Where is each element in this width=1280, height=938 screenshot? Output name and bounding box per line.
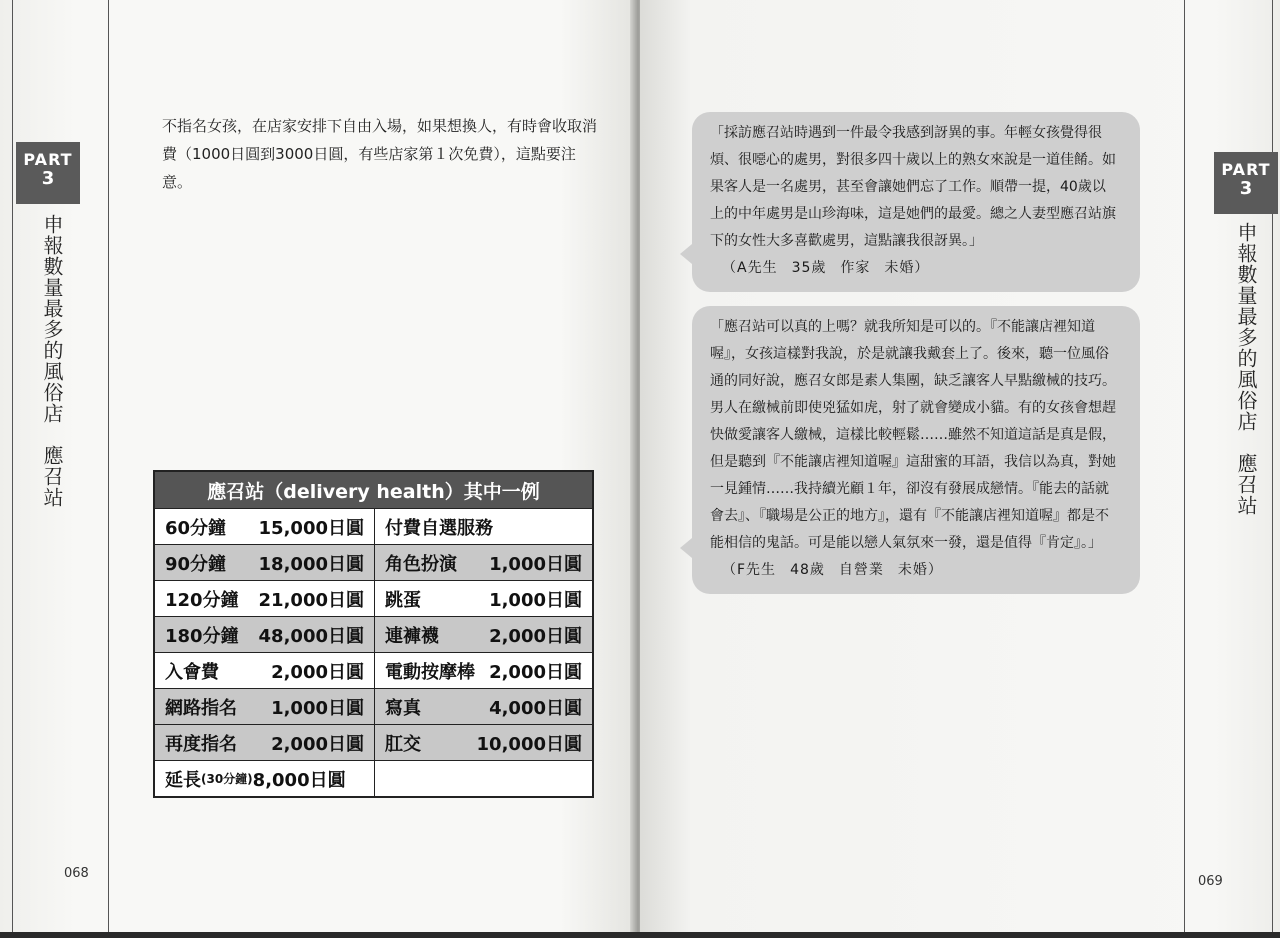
attribution-part: 35歲 [791,260,827,276]
price-item-name: 跳蛋 [385,589,421,611]
price-item-name: 電動按摩棒 [385,661,475,683]
attribution-part: 自營業 [838,562,884,578]
page-number: 068 [64,866,89,881]
price-item-name: 120分鐘 [165,589,239,611]
price-item-value: 48,000日圓 [258,625,364,647]
quote-line: 「應召站可以真的上嗎？就我所知是可以的。『不能讓店裡知道 [710,319,1095,335]
quote-line: 果客人是一名處男，甚至會讓她們忘了工作。順帶一提，40歲以 [710,179,1106,195]
price-cell [155,616,375,652]
price-item-name: 180分鐘 [165,625,239,647]
price-item-name: 寫真 [385,697,421,719]
price-item-name: 入會費 [165,661,219,683]
quote-line: 通的同好說，應召女郎是素人集團，缺乏讓客人早點繳械的技巧。 [710,373,1116,389]
left-page [0,0,636,932]
attribution-part: 48歲 [790,562,825,578]
price-item-name: 延長 [165,769,201,791]
margin-rule [1272,0,1273,932]
price-item-name: 連褲襪 [385,625,439,647]
quote-text [710,314,1124,557]
margin-rule [1184,0,1185,932]
price-item-value: 1,000日圓 [489,553,582,575]
part-tab [16,142,80,204]
price-table-grid [155,508,592,796]
price-item-value: 10,000日圓 [476,733,582,755]
price-item-name: 60分鐘 [165,517,227,539]
quote-line: 下的女性大多喜歡處男，這點讓我很訝異。」 [710,233,983,249]
margin-rule [12,0,13,932]
price-item-name: 網路指名 [165,697,237,719]
quote-line: 男人在繳械前即使兇猛如虎，射了就會變成小貓。有的女孩會想趕 [710,400,1116,416]
price-item-name: 角色扮演 [385,553,457,575]
quote-line: 上的中年處男是山珍海味，這是她們的最愛。總之人妻型應召站旗 [710,206,1116,222]
quote-attribution [710,255,1124,282]
quote-line: 但是聽到『不能讓店裡知道喔』這甜蜜的耳語，我信以為真，對她 [710,454,1116,470]
body-paragraph: 不指名女孩，在店家安排下自由入場，如果想換人，有時會收取消費（1000日圓到3000日圓，有些店家第１次免費），這點要注意。 [162,117,598,191]
price-cell [375,544,592,580]
price-item-value: 2,000日圓 [489,661,582,683]
price-cell [155,760,375,796]
price-cell [155,544,375,580]
right-page [640,0,1280,932]
attribution-part: （A先生 [722,260,778,276]
quote-line: 喔』，女孩這樣對我說，於是就讓我戴套上了。後來，聽一位風俗 [710,346,1109,362]
quote-text [710,120,1124,255]
price-item-note: (30分鐘) [201,772,253,786]
price-item-value: 4,000日圓 [489,697,582,719]
price-item-name: 90分鐘 [165,553,227,575]
price-cell [155,724,375,760]
price-cell [375,688,592,724]
price-item-value: 8,000日圓 [252,769,346,791]
attribution-part: （F先生 [722,562,777,578]
part-label: PART [1221,160,1271,179]
price-cell [375,760,592,796]
chapter-title-vertical: 申報數量最多的風俗店 應召站 [40,214,64,508]
price-cell [155,508,375,544]
page-number: 069 [1198,874,1223,889]
price-cell [375,724,592,760]
price-item-value: 21,000日圓 [258,589,364,611]
price-cell [155,580,375,616]
price-table-title: 應召站（delivery health）其中一例 [155,472,592,508]
part-number: 3 [1239,178,1253,199]
price-cell [155,652,375,688]
price-item-name: 再度指名 [165,733,237,755]
quote-attribution [710,557,1124,584]
quote-line: 快做愛讓客人繳械，這樣比較輕鬆……雖然不知道這話是真是假， [710,427,1116,443]
attribution-part: 未婚） [897,562,943,578]
price-cell [375,580,592,616]
attribution-part: 未婚） [884,260,930,276]
price-cell [375,652,592,688]
part-tab [1214,152,1278,214]
price-cell [375,508,592,544]
margin-rule [108,0,109,932]
price-table [153,470,594,798]
price-item-value: 2,000日圓 [489,625,582,647]
quote-line: 一見鍾情……我持續光顧１年，卻沒有發展成戀情。『能去的話就 [710,481,1109,497]
attribution-part: 作家 [840,260,871,276]
price-item-value: 1,000日圓 [271,697,364,719]
quote-line: 煩、很噁心的處男，對很多四十歲以上的熟女來說是一道佳餚。如 [710,152,1116,168]
chapter-title-vertical: 申報數量最多的風俗店 應召站 [1234,222,1258,516]
price-item-value: 2,000日圓 [271,733,364,755]
quote-bubble-2 [692,306,1140,594]
part-number: 3 [41,168,55,189]
price-item-value: 1,000日圓 [489,589,582,611]
price-item-name: 肛交 [385,733,421,755]
price-cell [375,616,592,652]
price-item-value: 2,000日圓 [271,661,364,683]
quote-line: 能相信的鬼話。可是能以戀人氣氛來一發，還是值得『肯定』。」 [710,535,1102,551]
quote-line: 會去』、『職場是公正的地方』，還有『不能讓店裡知道喔』都是不 [710,508,1109,524]
quote-line: 「採訪應召站時遇到一件最令我感到訝異的事。年輕女孩覺得很 [710,125,1102,141]
part-label: PART [23,150,73,169]
price-cell [155,688,375,724]
price-item-value: 15,000日圓 [258,517,364,539]
price-item-value: 18,000日圓 [258,553,364,575]
price-item-name: 付費自選服務 [385,517,493,539]
quote-bubble-1 [692,112,1140,292]
